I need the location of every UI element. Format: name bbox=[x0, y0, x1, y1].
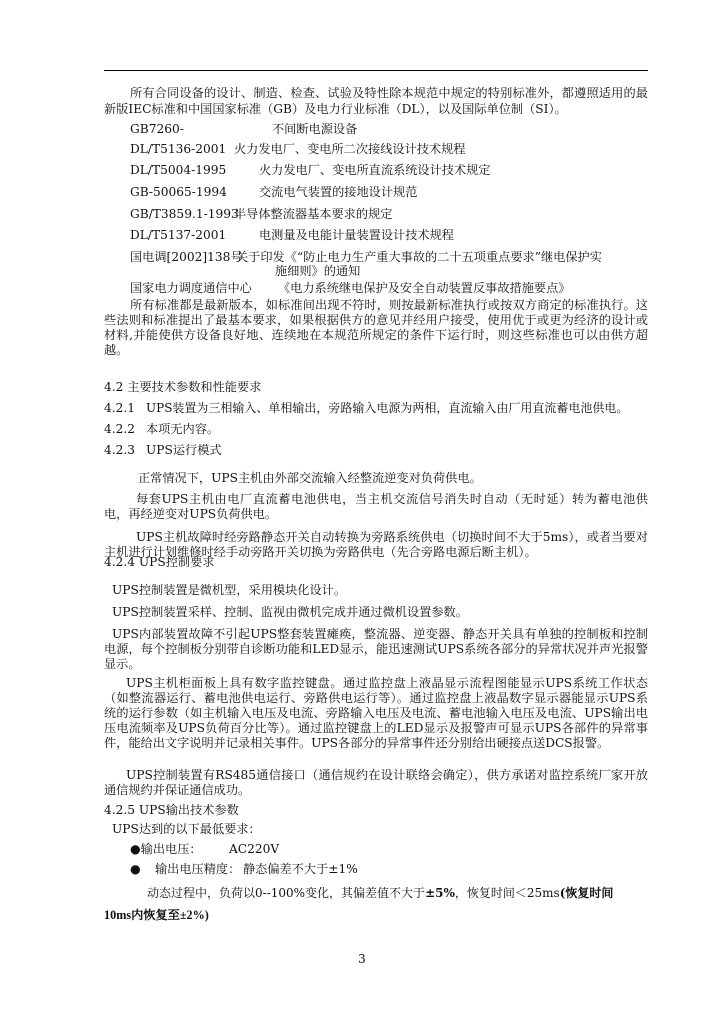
section-4-2-1-text: UPS装置为三相输入、单相输出，旁路输入电源为两相，直流输入由厂用直流蓄电池供电。 bbox=[146, 401, 629, 415]
standard-code: DL/T5136-2001 bbox=[130, 142, 227, 156]
page-number: 3 bbox=[358, 952, 366, 966]
section-4-2-4-heading: 4.2.4 UPS控制要求 bbox=[104, 555, 215, 569]
dynamic-bold: (恢复时间 bbox=[559, 886, 614, 900]
section-4-2-heading: 4.2 主要技术参数和性能要求 bbox=[104, 380, 262, 394]
output-precision-value: 静态偏差不大于±1% bbox=[243, 862, 358, 876]
standard-code: DL/T5004-1995 bbox=[130, 163, 227, 177]
control-item: UPS主机柜面板上具有数字监控键盘。通过监控盘上液晶显示流程图能显示UPS系统工作状态（如整流器运行、蓄电池供电运行、旁路供电运行等）。通过监控盘上液晶数字显示器能显示UPS系统的运行参数（如主机输入电压及电流、旁路输入电压及电流、蓄电池输入电压及电流、UPS输出电压电流频率及UPS负荷百分比等）。通过监控键盘上的LED显示及报警声可显示UPS各部件的异常事件，能给出文字说明并记录相关事件。UPS各部分的异常事件还分别给出硬接点送DCS报警。 bbox=[104, 676, 648, 750]
dynamic-text: 动态过程中，负荷以0--100%变化，其偏差值不大于 bbox=[147, 886, 426, 900]
standard-code: 国家电力调度通信中心 bbox=[130, 281, 252, 295]
requirements-intro: UPS达到的以下最低要求： bbox=[112, 822, 261, 836]
output-voltage-value: AC220V bbox=[229, 842, 280, 856]
section-4-2-2-text: 本项无内容。 bbox=[146, 422, 220, 436]
dynamic-bold: ±5% bbox=[425, 886, 455, 900]
standard-code: GB/T3859.1-1993 bbox=[130, 207, 239, 221]
standard-title: 关于印发《“防止电力生产重大事故的二十五项重点要求”继电保护实 bbox=[236, 250, 602, 264]
output-voltage-label: ●输出电压： bbox=[130, 842, 202, 856]
section-4-2-5-heading: 4.2.5 UPS输出技术参数 bbox=[104, 803, 239, 817]
mode-bypass: UPS主机故障时经旁路静态开关自动转换为旁路系统供电（切换时间不大于5ms），或者当要对主机进行计划维修时经手动旁路开关切换为旁路供电（先合旁路电源后断主机）。 bbox=[104, 530, 648, 559]
header-rule bbox=[104, 70, 648, 71]
mode-battery: 每套UPS主机由电厂直流蓄电池供电，当主机交流信号消失时自动（无时延）转为蓄电池供电，再经逆变对UPS负荷供电。 bbox=[104, 492, 648, 521]
section-4-2-3-number: 4.2.3 bbox=[104, 443, 136, 457]
dynamic-spec bbox=[147, 886, 613, 901]
control-item: UPS控制装置是微机型，采用模块化设计。 bbox=[112, 583, 347, 597]
control-item: UPS内部装置故障不引起UPS整套装置瘫痪，整流器、逆变器、静态开关具有单独的控制板和控制电源，每个控制板分别带自诊断功能和LED显示，能迅速测试UPS系统各部分的异常状况并声光报警显示。 bbox=[104, 627, 648, 671]
standard-code: DL/T5137-2001 bbox=[130, 228, 227, 242]
standard-title-cont: 施细则》的通知 bbox=[275, 264, 361, 278]
standard-code: GB7260- bbox=[130, 122, 184, 136]
standard-title: 《电力系统继电保护及安全自动装置反事故措施要点》 bbox=[278, 281, 571, 295]
standards-note: 所有标准都是最新版本，如标准间出现不符时，则按最新标准执行或按双方商定的标准执行。这些法则和标准提出了最基本要求，如果根据供方的意见并经用户接受，使用优于或更为经济的设计或材料,并能使供方设备良好地、连续地在本规范所规定的条件下运行时，则这些标准也可以由供方超越。 bbox=[104, 298, 648, 357]
standard-title: 交流电气装置的接地设计规范 bbox=[259, 185, 418, 199]
standard-code: GB-50065-1994 bbox=[130, 185, 227, 199]
section-4-2-3-text: UPS运行模式 bbox=[146, 443, 222, 457]
control-item: UPS控制装置有RS485通信接口（通信规约在设计联络会确定），供方承诺对监控系统厂家开放通信规约并保证通信成功。 bbox=[104, 768, 648, 797]
dynamic-text: ，恢复时间＜25ms bbox=[454, 886, 560, 900]
standard-title: 半导体整流器基本要求的规定 bbox=[234, 207, 393, 221]
standard-code: 国电调[2002]138号 bbox=[130, 250, 243, 264]
bullet-icon: ● bbox=[130, 862, 141, 876]
standard-title: 火力发电厂、变电所二次接线设计技术规程 bbox=[234, 142, 466, 156]
output-precision-label: 输出电压精度： bbox=[155, 862, 241, 876]
standard-title: 不间断电源设备 bbox=[272, 122, 358, 136]
standard-title: 电测量及电能计量装置设计技术规程 bbox=[259, 228, 454, 242]
control-item: UPS控制装置采样、控制、监视由微机完成并通过微机设置参数。 bbox=[112, 605, 468, 619]
mode-normal: 正常情况下，UPS主机由外部交流输入经整流逆变对负荷供电。 bbox=[138, 471, 482, 485]
standard-title: 火力发电厂、变电所直流系统设计技术规定 bbox=[259, 163, 491, 177]
intro-paragraph: 所有合同设备的设计、制造、检查、试验及特性除本规范中规定的特别标准外，都遵照适用的最新版IEC标准和中国国家标准（GB）及电力行业标准（DL），以及国际单位制（SI）。 bbox=[104, 86, 648, 116]
section-4-2-1-number: 4.2.1 bbox=[104, 401, 136, 415]
dynamic-bold-cont: 10ms内恢复至±2%) bbox=[104, 908, 209, 922]
section-4-2-2-number: 4.2.2 bbox=[104, 422, 136, 436]
